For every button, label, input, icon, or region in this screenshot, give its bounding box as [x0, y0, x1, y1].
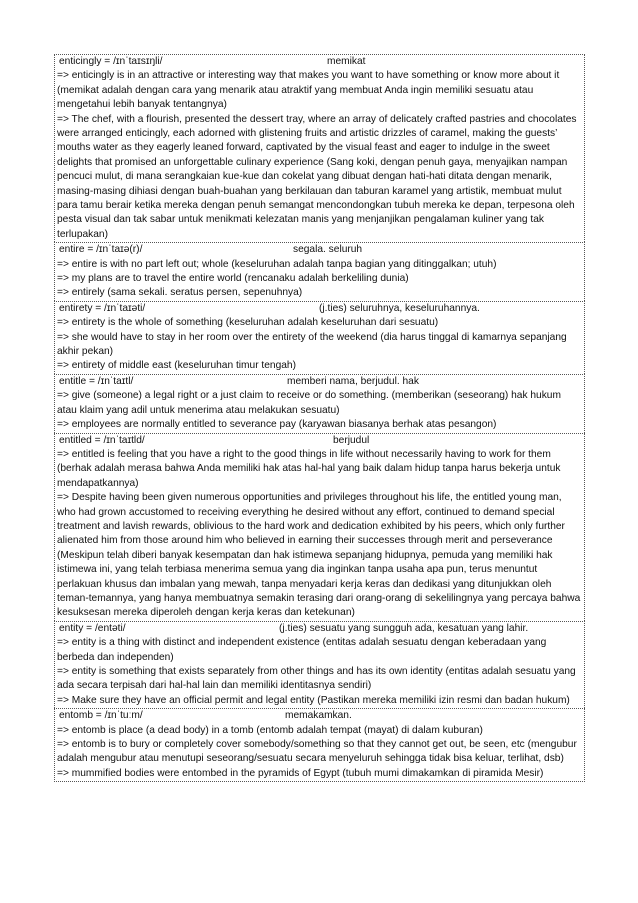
entry-explanation: => she would have to stay in her room over the entirety of the weekend (dia harus tinggal di kamarnya sepanjang akhir pekan): [57, 331, 567, 358]
entry-explanation: => entitled is feeling that you have a right to the good things in life without necessarily having to work for them (berhak adalah merasa bahwa Anda memiliki hak atas hal-hal yang baik dalam hidup tanpa harus bekerja untuk mendapatkannya): [57, 448, 561, 489]
entry-explanation: => entirety of middle east (keseluruhan timur tengah): [57, 360, 296, 372]
entry-headline: [57, 434, 582, 448]
entry-explanation: => entirely (sama sekali. seratus persen, sepenuhnya): [57, 287, 303, 299]
entry-word: entire = /ɪnˈtaɪə(r)/: [59, 244, 143, 256]
entry-headline: [57, 55, 582, 69]
entry-headline: [57, 375, 582, 389]
entry-explanation: => entire is with no part left out; whole (keseluruhan adalah tanpa bagian yang ditinggalkan; utuh): [57, 258, 497, 270]
entry-meaning: memikat: [327, 56, 366, 67]
entry-meaning: memberi nama, berjudul. hak: [287, 375, 419, 387]
entry-explanation: => entomb is place (a dead body) in a tomb (entomb adalah tempat (mayat) di dalam kuburan): [57, 724, 483, 736]
entry-explanation: => Make sure they have an official permit and legal entity (Pastikan mereka memiliki izin resmi dan badan hukum): [57, 694, 570, 706]
entry-word: entity = /entəti/: [59, 622, 126, 634]
entry-meaning: segala. seluruh: [293, 244, 363, 256]
entry-word: enticingly = /ɪnˈtaɪsɪŋli/: [59, 56, 163, 67]
entry-explanation: => my plans are to travel the entire world (rencanaku adalah berkeliling dunia): [57, 273, 409, 285]
entry-explanation: => Despite having been given numerous opportunities and privileges throughout his life, the entitled young man, who had grown accustomed to receiving everything he desired without any effort, continued to demand special treatment and lavish rewards, oblivious to the hard work and dedication exhibited by his peers, which only further alienated him from those around him who believed in earning their successes through merit and perseverance (Meskipun telah diberi banyak kesempatan dan hak istimewa sepanjang hidupnya, pemuda yang memiliki hak istimewa ini, yang telah terbiasa menerima semua yang dia inginkan tanpa usaha apa pun, terus menuntut perlakuan khusus dan imbalan yang mewah, tanpa menyadari kerja keras dan dedikasi yang ditunjukkan oleh teman-temannya, yang hanya membuatnya semakin terasing dari orang-orang di sekelilingnya yang percaya bahwa kesuksesan mereka diperoleh dengan kerja keras dan ketekunan): [57, 492, 581, 619]
entry-explanation: => entity is something that exists separately from other things and has its own identity (entitas adalah sesuatu yang ada secara terpisah dari hal-hal lain dan memiliki identitasnya sendiri): [57, 665, 576, 692]
dictionary-entry: [54, 301, 585, 374]
entry-headline: [57, 243, 582, 257]
entry-meaning: berjudul: [333, 434, 370, 446]
dictionary-entry: [54, 242, 585, 301]
dictionary-entry: [54, 374, 585, 433]
entry-word: entirety = /ɪnˈtaɪəti/: [59, 302, 146, 314]
entry-explanation: => enticingly is in an attractive or interesting way that makes you want to have something or know more about it (memikat adalah dengan cara yang menarik atau atraktif yang membuat Anda ingin memiliki sesuatu atau mengetahui lebih banyak tentangnya): [57, 70, 560, 111]
entry-explanation: => entity is a thing with distinct and independent existence (entitas adalah sesuatu dengan keberadaan yang berbeda dan independen): [57, 637, 547, 663]
entry-explanation: => entomb is to bury or completely cover somebody/something so that they cannot get out, be seen, etc (mengubur adalah mengubur atau menutupi seseorang/sesuatu secara menyeluruh sehingga tidak bisa keluar, terlihat, dsb): [57, 738, 577, 765]
dictionary-page: [54, 54, 585, 782]
entry-explanation: => give (someone) a legal right or a just claim to receive or do something. (memberikan (seseorang) hak hukum atau klaim yang adil untuk menerima atau melakukan sesuatu): [57, 390, 561, 416]
entry-explanation: => The chef, with a flourish, presented the dessert tray, where an array of delicately crafted pastries and chocolates were arranged enticingly, each adorned with glistening fruits and artistic drizzles of caramel, making the guests’ mouths water as they eagerly leaned forward, captivated by the visual feast and eager to indulge in the sweet delights that promised an unforgettable culinary experience (Sang koki, dengan penuh gaya, menyajikan nampan pencuci mulut, di mana serangkaian kue-kue dan cokelat yang dibuat dengan hati-hati ditata dengan menarik, masing-masing dihiasi dengan buah-buahan yang berkilauan dan taburan karamel yang artistik, membuat mulut para tamu berair ketika mereka dengan penuh semangat mencondongkan tubuh mereka ke depan, terpesona oleh pesta visual dan tak sabar untuk menikmati kelezatan manis yang menjanjikan pengalaman kuliner yang tak terlupakan): [57, 113, 577, 240]
dictionary-entry: [54, 621, 585, 708]
entry-meaning: memakamkan.: [285, 710, 352, 722]
entry-meaning: (j.ties) sesuatu yang sungguh ada, kesatuan yang lahir.: [279, 622, 529, 634]
entry-explanation: => entirety is the whole of something (keseluruhan adalah keseluruhan dari sesuatu): [57, 317, 439, 329]
entry-headline: [57, 709, 582, 723]
entry-explanation: => employees are normally entitled to severance pay (karyawan biasanya berhak atas pesangon): [57, 419, 497, 431]
entry-explanation: => mummified bodies were entombed in the pyramids of Egypt (tubuh mumi dimakamkan di piramida Mesir): [57, 767, 544, 779]
dictionary-entry: [54, 433, 585, 621]
dictionary-entry: [54, 708, 585, 782]
entry-headline: [57, 302, 582, 316]
entry-headline: [57, 622, 582, 636]
entry-meaning: (j.ties) seluruhnya, keseluruhannya.: [319, 302, 480, 314]
entry-word: entomb = /ɪnˈtuːm/: [59, 710, 143, 722]
dictionary-entry: [54, 54, 585, 242]
entry-word: entitle = /ɪnˈtaɪtl/: [59, 375, 134, 387]
entry-word: entitled = /ɪnˈtaɪtld/: [59, 434, 145, 446]
